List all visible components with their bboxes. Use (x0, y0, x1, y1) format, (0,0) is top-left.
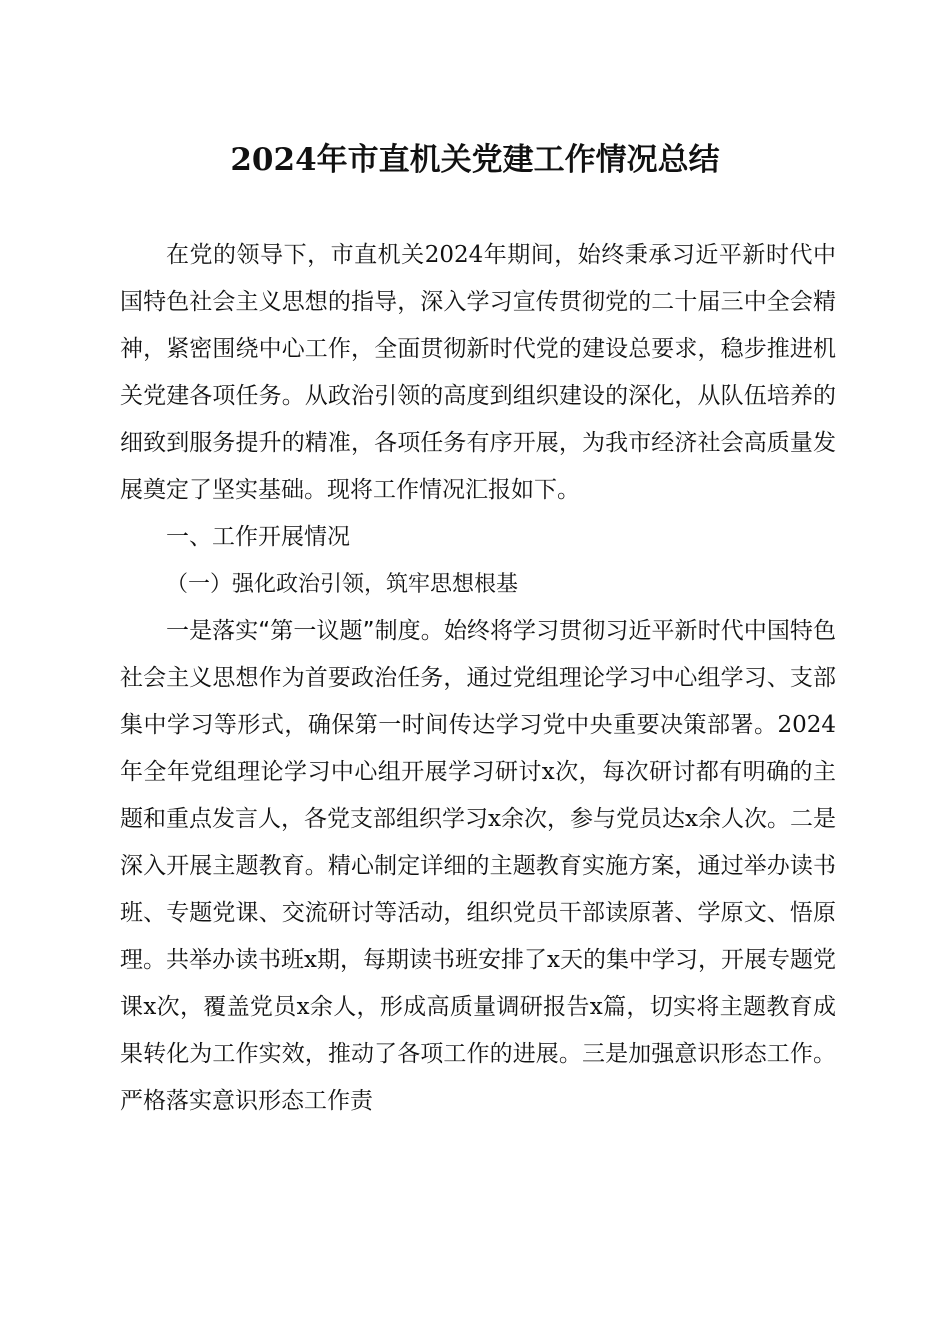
document-title: 2024年市直机关党建工作情况总结 (230, 142, 720, 178)
paragraph-text: 始终将学习贯彻习近平新时代中国特色社会主义思想作为首要政治任务，通过党组理论学习中心组学习、支部集中学习等形式，确保第一时间传达学习党中央重要决策部署。2024年全年党组理论学习中心组开展学习研讨x次，每次研讨都有明确的主题和重点发言人，各党支部组织学习x余次，参与党员达x余人次。二是深入开展主题教育。精心制定详细的主题教育实施方案，通过举办读书班、专题党课、交流研讨等活动，组织党员干部读原著、学原文、悟原理。共举办读书班x期，每期读书班安排了x天的集中学习，开展专题党课x次，覆盖党员x余人，形成高质量调研报告x篇，切实将主题教育成果转化为工作实效，推动了各项工作的进展。三是加强意识形态工作。严格落实意识形态工作责 (120, 618, 837, 1114)
document-body (120, 232, 836, 1125)
intro-paragraph: 在党的领导下，市直机关2024年期间，始终秉承习近平新时代中国特色社会主义思想的指导，深入学习宣传贯彻党的二十届三中全会精神，紧密围绕中心工作，全面贯彻新时代党的建设总要求，稳步推进机关党建各项任务。从政治引领的高度到组织建设的深化，从队伍培养的细致到服务提升的精准，各项任务有序开展，为我市经济社会高质量发展奠定了坚实基础。现将工作情况汇报如下。 (120, 242, 836, 503)
subsection-heading: （一）强化政治引领，筑牢思想根基 (166, 572, 519, 597)
body-paragraph (120, 608, 836, 1125)
paragraph-lead: 一是落实“第一议题”制度。 (166, 618, 444, 644)
section-heading: 一、工作开展情况 (166, 524, 350, 550)
